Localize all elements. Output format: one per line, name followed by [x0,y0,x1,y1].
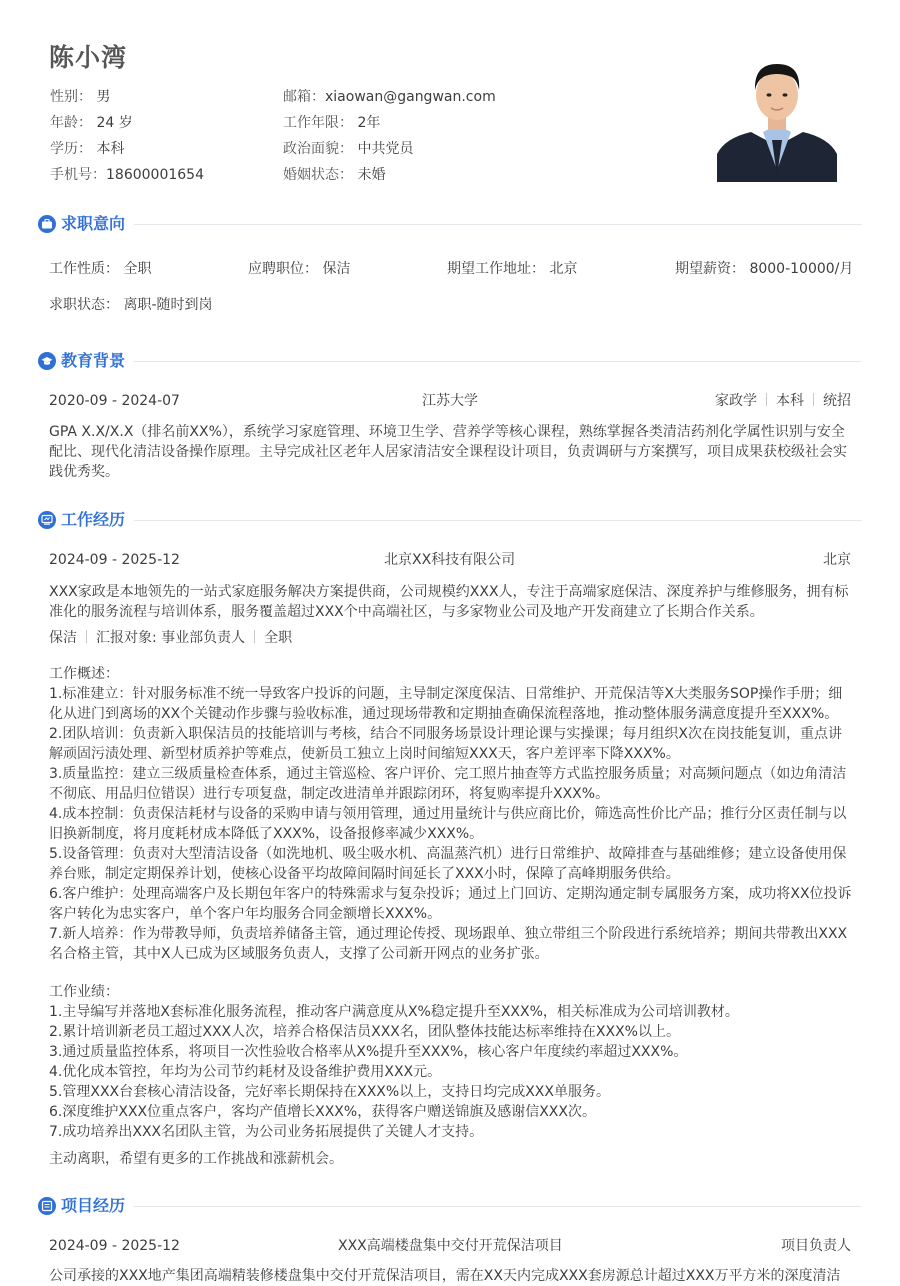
monitor-icon [38,511,56,529]
info-age: 年龄： 24 岁 [50,115,133,131]
intent-status-row [49,295,851,315]
divider [134,361,862,362]
work-overview: 工作概述： 1.标准建立：针对服务标准不统一导致客户投诉的问题，主导制定深度保洁、日常维护、开荒保洁等X大类服务SOP操作手册；细 化从进门到离场的XX个关键动作步骤与验收标准，通过现场带教和定期抽查确保流程落地，推动整体服务满意度提升至XXX%。 2.团队培训：负责新入职保洁员的技能培训与考核，结合不同服务场景设计理论课与实操课；每月组织X次在岗技能复训，重点讲 解顽固污渍处理、新型材质养护等难点，使新员工独立上岗时间缩短XXX天，客户差评率下降XXX%。 3.质量监控：建立三级质量检查体系，通过主管巡检、客户评价、完工照片抽查等方式监控服务质量；对高频问题点（如边角清洁 不彻底、用品归位错误）进行专项复盘，制定改进清单并跟踪闭环，将复购率提升XXX%。 4.成本控制：负责保洁耗材与设备的采购申请与领用管理，通过用量统计与供应商比价，筛选高性价比产品；推行分区责任制与以 旧换新制度，将月度耗材成本降低了XXX%，设备报修率减少XXX%。 5.设备管理：负责对大型清洁设备（如洗地机、吸尘吸水机、高温蒸汽机）进行日常维护、故障排查与基础维修；建立设备使用保 养台账，制定定期保养计划，使核心设备平均故障间隔时间延长了XXX小时，保障了高峰期服务供给。 6.客户维护：处理高端客户及长期包年客户的特殊需求与复杂投诉；通过上门回访、定期沟通定制专属服务方案，成功将XX位投诉 客户转化为忠实客户，单个客户年均服务合同金额增长XXX%。 7.新人培养：作为带教导师，负责培养储备主管，通过理论传授、现场跟单、独立带组三个阶段进行系统培养；期间共带教出XXX 名合格主管，其中X人已成为区域服务负责人，支撑了公司新开网点的业务扩张。 [49,666,852,962]
info-marital: 婚姻状态： 未婚 [283,167,386,183]
info-years: 工作年限： 2年 [283,115,381,131]
education-description: GPA X.X/X.X（排名前XX%），系统学习家庭管理、环境卫生学、营养学等核心课程，熟练掌握各类清洁药剂化学属性识别与安全 配比、现代化清洁设备操作原理。主导完成社区老年人居家清洁安全课程设计项目，负责调研与方案撰写，项目成果获校级社会实 践优秀奖。 [49,424,847,480]
intent-row [49,259,854,279]
project-role: 项目负责人 [781,1238,851,1254]
intent-nature: 工作性质： 全职 [49,261,152,277]
info-phone: 手机号：18600001654 [50,167,204,183]
education-school: 江苏大学 [422,393,478,409]
avatar [717,50,837,182]
company-description: XXX家政是本地领先的一站式家庭服务解决方案提供商，公司规模约XXX人，专注于高端家庭保洁、深度养护与维修服务，拥有标 准化的服务流程与培训体系，服务覆盖超过XXX个中高端社区，与多家物业公司及地产开发商建立了长期合作关系。 [49,584,849,620]
info-politics: 政治面貌： 中共党员 [283,141,414,157]
project-row [49,1236,851,1256]
section-intent-header [38,213,862,235]
education-date: 2020-09 - 2024-07 [49,393,180,409]
leave-reason: 主动离职，希望有更多的工作挑战和涨薪机会。 [49,1151,343,1167]
intent-position: 应聘职位： 保洁 [248,261,351,277]
education-row [49,391,851,411]
work-achievements: 工作业绩： 1.主导编写并落地X套标准化服务流程，推动客户满意度从X%稳定提升至XXX%，相关标准成为公司培训教材。 2.累计培训新老员工超过XXX人次，培养合格保洁员XXX名，团队整体技能达标率维持在XXX%以上。 3.通过质量监控体系，将项目一次性验收合格率从X%提升至XXX%，核心客户年度续约率超过XXX%。 4.优化成本管控，年均为公司节约耗材及设备维护费用XXX元。 5.管理XXX台套核心清洁设备，完好率长期保持在XXX%以上，支持日均完成XXX单服务。 6.深度维护XXX位重点客户，客均产值增长XXX%，获得客户赠送锦旗及感谢信XXX次。 7.成功培养出XXX名团队主管，为公司业务拓展提供了关键人才支持。 [49,982,851,1142]
candidate-name: 陈小湾 [49,43,128,72]
work-company: 北京XX科技有限公司 [384,552,516,568]
project-date: 2024-09 - 2025-12 [49,1238,180,1254]
intent-location: 期望工作地址： 北京 [447,261,578,277]
info-education: 学历： 本科 [50,141,125,157]
work-date: 2024-09 - 2025-12 [49,552,180,568]
divider [134,1206,862,1207]
section-work-header [38,509,862,531]
work-row [49,550,851,570]
work-tags: 保洁 汇报对象: 事业部负责人 全职 [49,630,293,646]
info-email: 邮箱：xiaowan@gangwan.com [283,89,496,105]
info-gender: 性别： 男 [50,89,111,105]
section-title: 教育背景 [61,351,126,370]
project-name: XXX高端楼盘集中交付开荒保洁项目 [338,1238,563,1254]
section-title: 工作经历 [61,510,126,529]
list-icon [38,1197,56,1215]
section-title: 求职意向 [61,214,126,233]
divider [134,224,862,225]
intent-salary: 期望薪资： 8000-10000/月 [675,261,854,277]
overview-title: 工作概述： [49,666,119,682]
section-project-header [38,1195,862,1217]
section-education-header [38,350,862,372]
education-tags: 家政学 本科 统招 [715,393,851,409]
project-description: 公司承接的XXX地产集团高端精装修楼盘集中交付开荒保洁项目，需在XX天内完成XXX套房源总计超过XXX万平方米的深度清洁 [49,1268,841,1284]
graduation-cap-icon [38,352,56,370]
intent-status: 求职状态： 离职-随时到岗 [49,297,213,313]
work-city: 北京 [823,552,851,568]
divider [134,520,862,521]
briefcase-icon [38,215,56,233]
achievement-title: 工作业绩： [49,984,119,1000]
section-title: 项目经历 [61,1196,126,1215]
